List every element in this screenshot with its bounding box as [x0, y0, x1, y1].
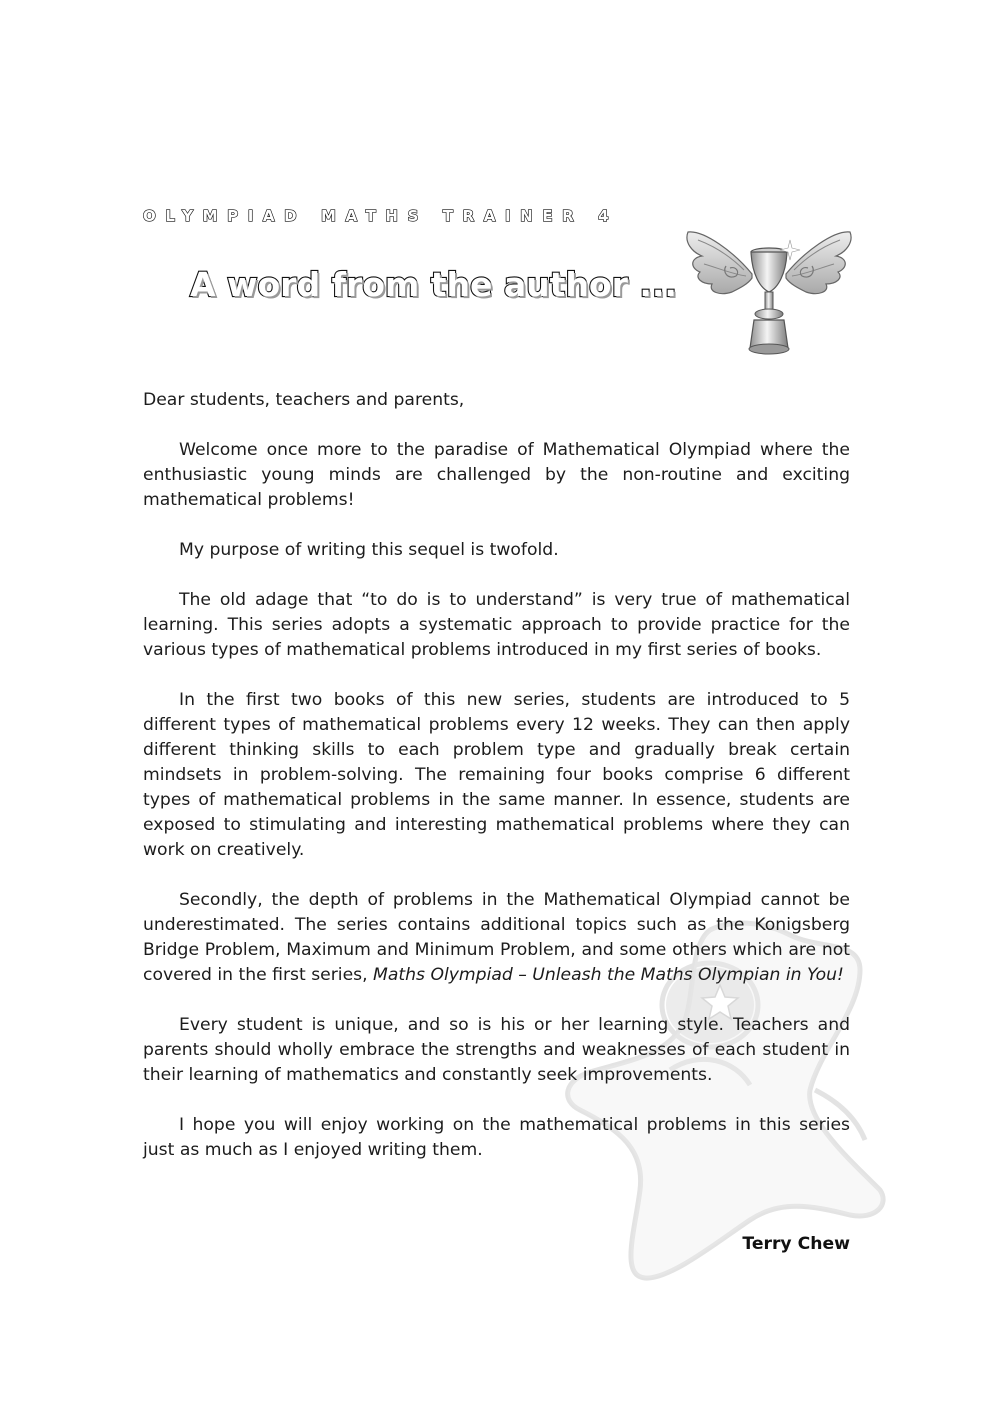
author-signature: Terry Chew — [742, 1234, 850, 1254]
letter-body — [143, 388, 850, 1188]
greeting: Dear students, teachers and parents, — [143, 390, 465, 410]
paragraph-secondly — [143, 888, 850, 988]
winged-trophy-icon — [684, 222, 854, 360]
first-series-title: Maths Olympiad – Unleash the Maths Olympian in You! — [373, 965, 844, 985]
paragraph-purpose: My purpose of writing this sequel is twofold. — [179, 540, 559, 560]
paragraph-unique: Every student is unique, and so is his or her learning style. Teachers and parents should wholly embrace the strengths and weaknesses of each student in their learning of mathematics and constantly seek improvements. — [143, 1015, 850, 1085]
page-heading: A word from the author ... — [190, 265, 677, 304]
paragraph-welcome: Welcome once more to the paradise of Mathematical Olympiad where the enthusiastic young minds are challenged by the non-routine and exciting mathematical problems! — [143, 440, 850, 510]
paragraph-secondly-text: Secondly, the depth of problems in the Mathematical Olympiad cannot be underestimated. The series contains additional topics such as the Konigsberg Bridge Problem, Maximum and Minimum Problem, and some others which are not covered in the first series, — [143, 890, 850, 985]
paragraph-adage: The old adage that “to do is to understand” is very true of mathematical learning. This series adopts a systematic approach to provide practice for the various types of mathematical problems introduced in my first series of books. — [143, 590, 850, 660]
paragraph-hope: I hope you will enjoy working on the mathematical problems in this series just as much as I enjoyed writing them. — [143, 1115, 850, 1160]
paragraph-first-books: In the first two books of this new series, students are introduced to 5 different types of mathematical problems every 12 weeks. They can then apply different thinking skills to each problem type and gradually break certain mindsets in problem-solving. The remaining four books comprise 6 different types of mathematical problems in the same manner. In essence, students are exposed to stimulating and interesting mathematical problems where they can work on creatively. — [143, 690, 850, 860]
series-title: OLYMPIAD MATHS TRAINER 4 — [143, 207, 619, 225]
